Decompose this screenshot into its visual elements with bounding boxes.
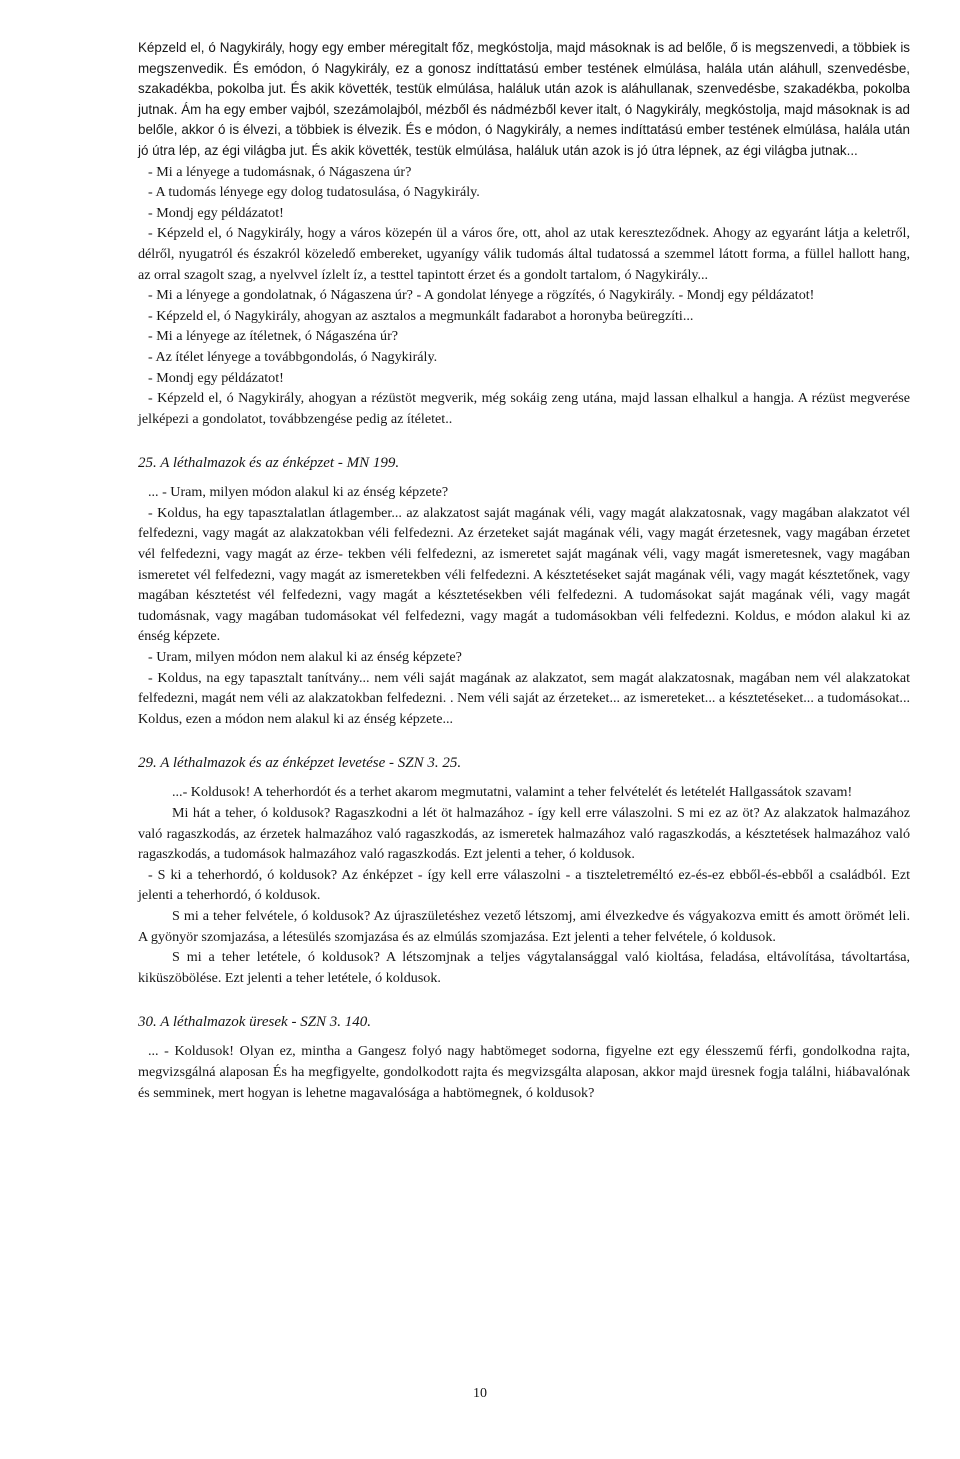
paragraph: - A tudomás lényege egy dolog tudatosulása, ó Nagykirály. (148, 184, 480, 201)
text-column (138, 38, 910, 1103)
paragraph: ...- Koldusok! A teherhordót és a terhet akarom megmutatni, valamint a teher felvételét és letételét Hallgassátok szavam! (172, 784, 853, 801)
section-heading: 25. A léthalmazok és az énképzet - MN 199. (138, 455, 400, 472)
paragraph: - Mondj egy példázatot! (148, 369, 284, 386)
paragraph: - Koldus, na egy tapasztalt tanítvány... nem véli saját magának az alakzatot, sem magát alakzatosnak, magában nem vél alakzatokat felfedezni, magát nem véli az alakzatokban felfedezni. . Nem véli saját az érzeteket... az ismereteket... a késztetéseket... a tudomásokat... Koldus, ezen a módon nem alakul ki az énség képzete... (138, 669, 910, 727)
paragraph: ... - Uram, milyen módon alakul ki az énség képzete? (148, 484, 449, 501)
paragraph: - Mi a lényege a gondolatnak, ó Nágaszena úr? - A gondolat lényege a rögzítés, ó Nagykirály. - Mondj egy példázatot! (148, 287, 815, 304)
paragraph: - Képzeld el, ó Nagykirály, hogy a város közepén ül a város őre, ott, ahol az utak kereszteződnek. Ahogy az egyaránt látja a keletről, délről, nyugatról és északról közeledő embereket, ugyanígy válik tudomás által tudatossá a szemmel látott forma, a füllel hallott hang, az orral szagolt szag, a nyelvvel ízlelt íz, a testtel tapintott érzet és a gondolt tartalom, ó Nagykirály... (138, 225, 910, 283)
opening-passage (138, 38, 910, 429)
paragraph: - Uram, milyen módon nem alakul ki az énség képzete? (148, 649, 462, 666)
paragraph: ... - Koldusok! Olyan ez, mintha a Gangesz folyó nagy habtömeget sodorna, figyelne ezt egy élesszemű férfi, gondolkodna rajta, megvizsgálná alaposan És ha megfigyelte, gondolkodott rajta és megvizsgálta alaposan, akkor majd üresnek fogja találni, hiábavalónak és semminek, mert hogyan is lehetne magavalósága a habtömegnek, ó koldusok? (138, 1043, 910, 1101)
paragraph: - Az ítélet lényege a továbbgondolás, ó Nagykirály. (148, 348, 438, 365)
section-heading: 30. A léthalmazok üresek - SZN 3. 140. (138, 1014, 372, 1031)
paragraph: Mi hát a teher, ó koldusok? Ragaszkodni a lét öt halmazához - így kell erre válaszolni. S mi ez az öt? Az alakzatok halmazához való ragaszkodás, az érzetek halmazához való ragaszkodás, az ismeretek halmazához való ragaszkodás, a késztetések halmazához való ragaszkodás, a tudomások halmazához való ragaszkodás. Ezt jelenti a teher, ó koldusok. (138, 805, 910, 863)
paragraph: S mi a teher felvétele, ó koldusok? Az újraszületéshez vezető létszomj, ami élvezkedve és vágyakozva emitt és amott örömét leli. A gyönyör szomjazása, a létesülés szomjazása és az elmúlás szomjazása. Ezt jelenti a teher felvétele, ó koldusok. (138, 907, 910, 945)
paragraph: - Mondj egy példázatot! (148, 204, 284, 221)
paragraph: - Képzeld el, ó Nagykirály, ahogyan a rézüstöt megverik, még sokáig zeng utána, majd lassan elhalkul a hangja. A rézüst megverése jelképezi a gondolatot, továbbzengése pedig az ítéletet.. (138, 390, 910, 427)
paragraph: - Képzeld el, ó Nagykirály, ahogyan az asztalos a megmunkált fadarabot a horonyba beüregzíti... (148, 307, 694, 324)
sections (138, 429, 910, 1103)
section-heading: 29. A léthalmazok és az énképzet levetése - SZN 3. 25. (138, 755, 462, 772)
paragraph: - Mi a lényege a tudomásnak, ó Nágaszena úr? (148, 163, 412, 180)
paragraph: - Mi a lényege az ítéletnek, ó Nágaszéna úr? (148, 328, 399, 345)
paragraph: S mi a teher letétele, ó koldusok? A létszomjnak a teljes vágytalansággal való kioltása, feladása, eltávolítása, távoltartása, kiküszöbölése. Ezt jelenti a teher letétele, ó koldusok. (138, 949, 910, 986)
paragraph: - S ki a teherhordó, ó koldusok? Az énképzet - így kell erre válaszolni - a tiszteletreméltó ez-és-ez ebből-és-ebből a családból. Ezt jelenti a teherhordó, ó koldusok. (138, 866, 910, 904)
page-number: 10 (473, 1386, 487, 1401)
paragraph: - Koldus, ha egy tapasztalatlan átlagember... az alakzatost saját magának véli, vagy magát alakzatosnak, vagy magában alakzatot vél felfedezni, vagy magát az alakzatokban véli felfedezni. Az érzeteket saját magának véli, vagy magát érzetesnek, vagy magában érzetet vél felfedezni, vagy magát az érze- tekben véli felfedezni, az ismeretet saját magának véli, vagy magát ismeretesnek, vagy magában ismeretet vél felfedezni, vagy magát az ismeretekben véli felfedezni. A késztetéseket saját magának véli, vagy magát késztetőnek, vagy magában késztetést vél felfedezni, vagy magát a késztetésekben véli felfedezni. A tudomásokat saját magának véli, vagy magát tudomásnak, vagy magában tudomásokat vél felfedezni, vagy magát a tudomásokban véli felfedezni. Koldus, e módon alakul ki az énség képzete. (138, 504, 910, 645)
paragraph: Képzeld el, ó Nagykirály, hogy egy ember méregitalt főz, megkóstolja, majd másoknak is ad belőle, ő is megszenvedi, a többiek is megszenvedik. És emódon, ó Nagykirály, ez a gonosz indíttatású ember testének elmúlása, halála után aláhull, szenvedésbe, szakadékba, pokolba jut. És akik követték, testük elmúlása, haláluk után azok is aláhullanak, szenvedésbe, szakadékba, pokolba jutnak. Ám ha egy ember vajból, szezámolajból, mézből és nádmézből kever italt, ó Nagykirály, megkóstolja, majd másoknak is ad belőle, akkor ó is élvezi, a többiek is élvezik. És e módon, ó Nagykirály, a nemes indíttatású ember testének elmúlása, halála után jó útra lép, az égi világba jut. És akik követték, testük elmúlása, haláluk után azok is jó útra lépnek, az égi világba jutnak... (138, 40, 910, 158)
